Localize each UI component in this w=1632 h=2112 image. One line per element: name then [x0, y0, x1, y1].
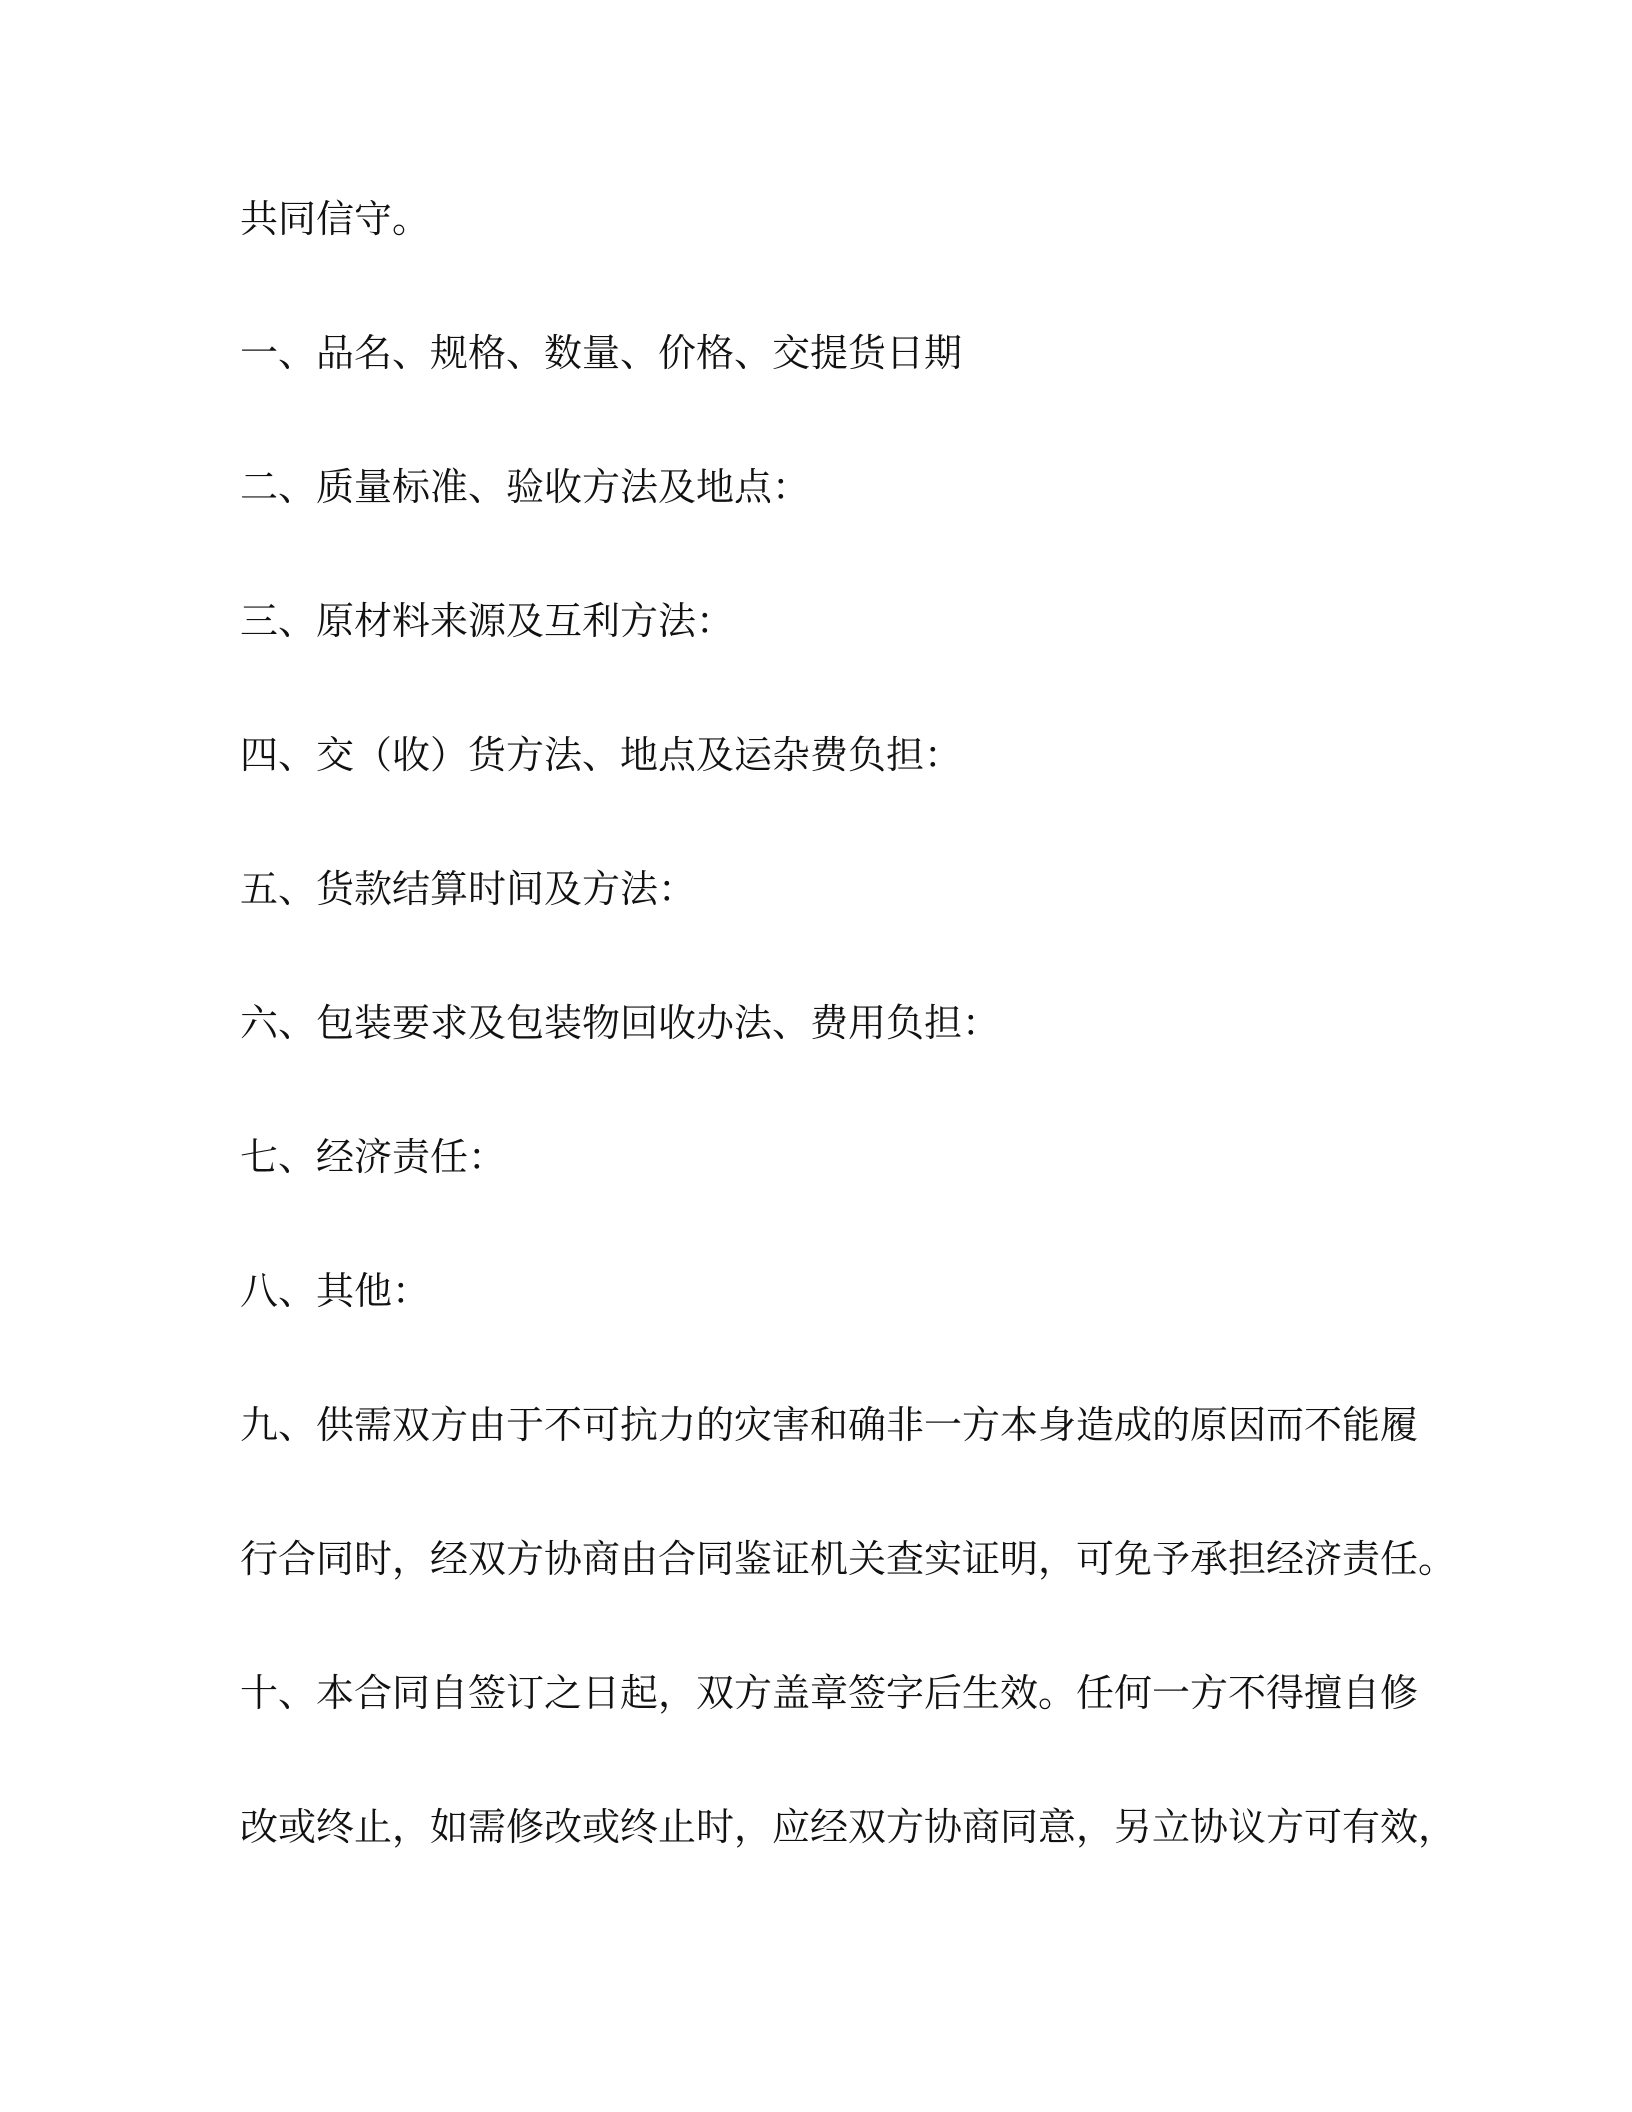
section-heading-6: 六、包装要求及包装物回收办法、费用负担：	[240, 1001, 1001, 1045]
text-line: 共同信守。	[240, 197, 431, 241]
section-10-line-2: 改或终止，如需修改或终止时，应经双方协商同意，另立协议方可有效，	[240, 1805, 1457, 1849]
section-heading-4: 四、交（收）货方法、地点及运杂费负担：	[240, 733, 963, 777]
section-10-line-1: 十、本合同自签订之日起，双方盖章签字后生效。任何一方不得擅自修	[240, 1671, 1419, 1715]
section-heading-8: 八、其他：	[240, 1269, 431, 1313]
section-9-line-2: 行合同时，经双方协商由合同鉴证机关查实证明，可免予承担经济责任。	[240, 1537, 1457, 1581]
section-heading-1: 一、品名、规格、数量、价格、交提货日期	[240, 331, 963, 375]
section-heading-7: 七、经济责任：	[240, 1135, 507, 1179]
section-heading-5: 五、货款结算时间及方法：	[240, 867, 697, 911]
section-heading-3: 三、原材料来源及互利方法：	[240, 599, 735, 643]
section-heading-2: 二、质量标准、验收方法及地点：	[240, 465, 811, 509]
section-9-line-1: 九、供需双方由于不可抗力的灾害和确非一方本身造成的原因而不能履	[240, 1403, 1419, 1447]
